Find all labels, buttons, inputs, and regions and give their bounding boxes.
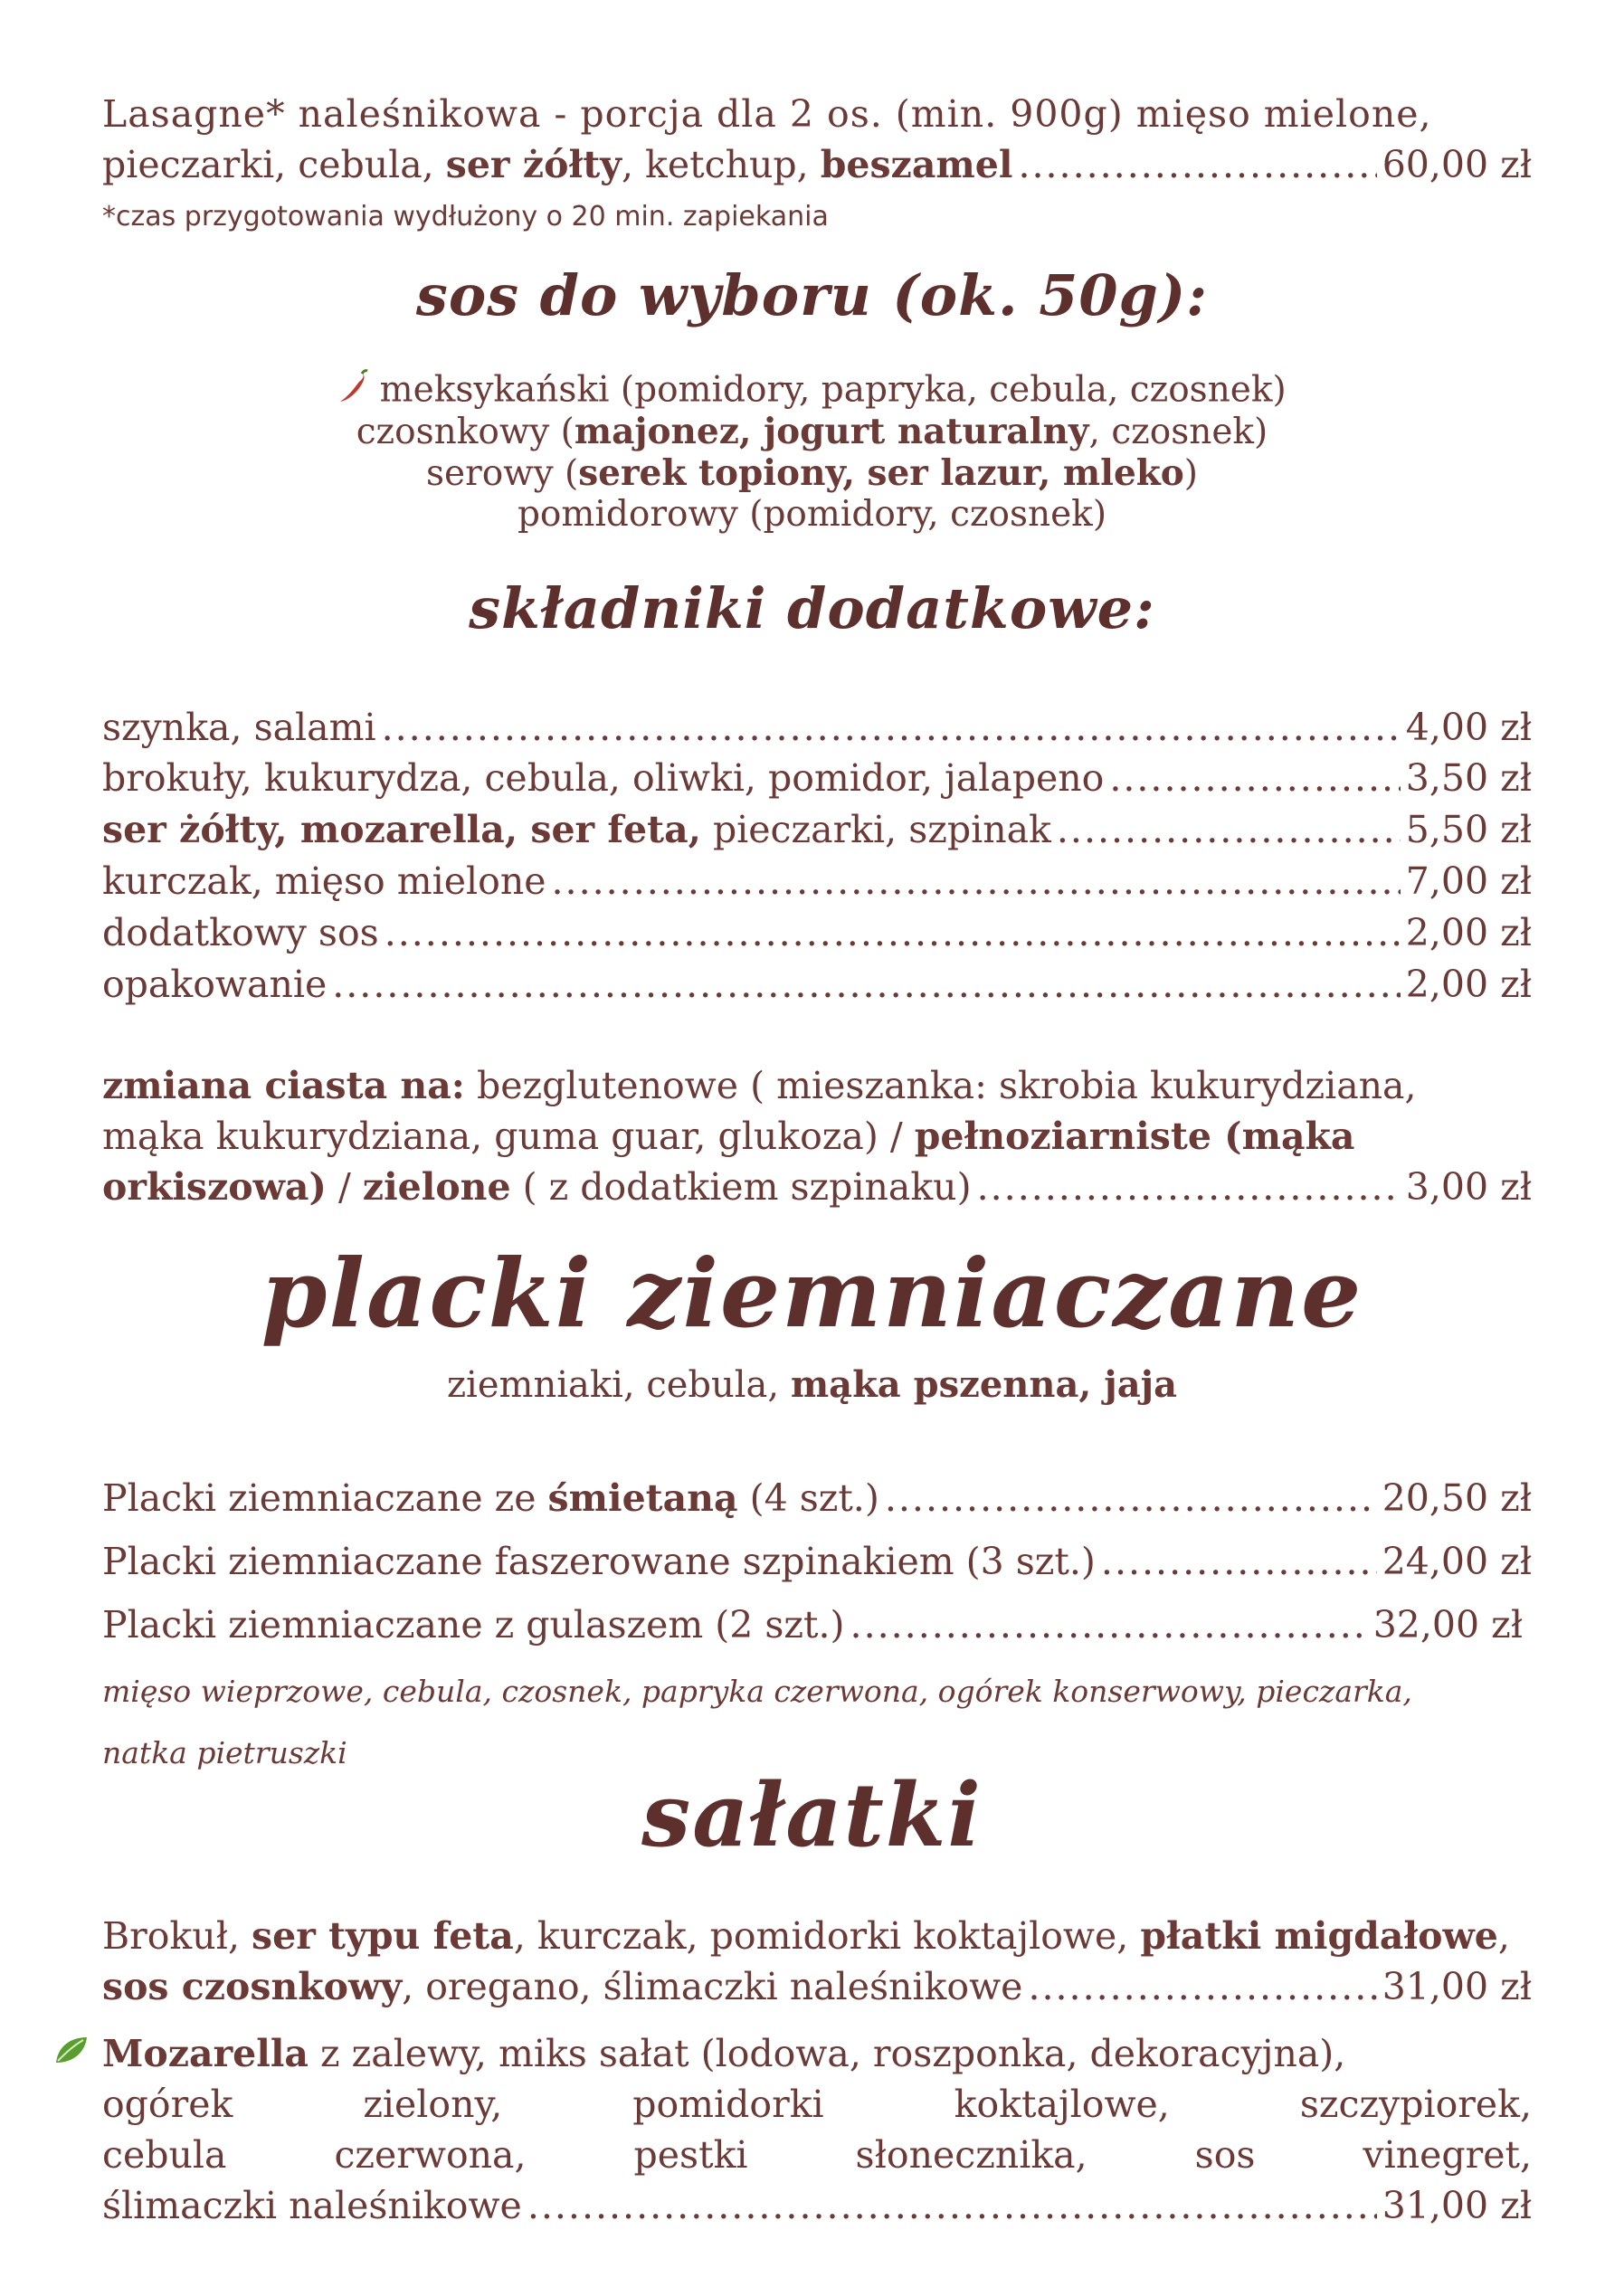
salads-heading: sałatki	[641, 1764, 983, 1866]
dot-leader	[382, 702, 1401, 753]
dot-leader	[1109, 753, 1400, 803]
price: 31,00 zł	[1382, 2184, 1532, 2227]
extra-item: kurczak, mięso mielone ..... 7,00 zł	[102, 856, 1532, 906]
extra-item: opakowanie ..... 2,00 zł	[102, 959, 1532, 1010]
extra-item: brokuły, kukurydza, cebula, oliwki, pomidor, jalapeno ..... 3,50 zł	[102, 753, 1532, 803]
sauce-heading: sos do wyboru (ok. 50g):	[415, 262, 1209, 328]
placki-ingredients: ziemniaki, cebula, mąka pszenna, jaja	[446, 1363, 1177, 1406]
extras-heading: składniki dodatkowe:	[469, 575, 1155, 641]
price: 3,50 zł	[1405, 756, 1532, 800]
dot-leader	[1057, 804, 1401, 855]
dough-price-row: orkiszowa) / zielone ( z dodatkiem szpinaku) ..... 3,00 zł	[102, 1162, 1532, 1212]
placki-item: Placki ziemniaczane z gulaszem (2 szt.) ..... 32,00 zł	[102, 1599, 1523, 1650]
extra-item: dodatkowy sos ..... 2,00 zł	[102, 907, 1532, 958]
extra-item: ser żółty, mozarella, ser feta, pieczarki, szpinak ..... 5,50 zł	[102, 804, 1532, 855]
leaf-icon	[52, 2034, 89, 2070]
lasagne-line-1: Lasagne* naleśnikowa - porcja dla 2 os. (min. 900g) mięso mielone,	[102, 92, 1432, 136]
gulasz-description-1: mięso wieprzowe, cebula, czosnek, papryka czerwona, ogórek konserwowy, pieczarka,	[102, 1674, 1412, 1709]
lasagne-price-row: pieczarki, cebula, ser żółty, ketchup, beszamel ..... 60,00 zł	[102, 139, 1532, 190]
sauce-czosnkowy: czosnkowy (majonez, jogurt naturalny, czosnek)	[356, 411, 1268, 452]
dot-leader	[385, 907, 1401, 958]
price: 5,50 zł	[1405, 808, 1532, 851]
dot-leader	[885, 1473, 1377, 1523]
lasagne-note: *czas przygotowania wydłużony o 20 min. zapiekania	[102, 201, 829, 232]
salad-2-line-3: cebula czerwona, pestki słonecznika, sos vinegret,	[102, 2133, 1532, 2177]
sauce-serowy: serowy (serek topiony, ser lazur, mleko)	[425, 452, 1199, 494]
dot-leader	[1101, 1536, 1377, 1587]
price: 2,00 zł	[1405, 911, 1532, 954]
salad-2-line-2: ogórek zielony, pomidorki koktajlowe, szczypiorek,	[102, 2083, 1532, 2126]
gulasz-description-2: natka pietruszki	[102, 1735, 347, 1770]
dough-line-2: mąka kukurydziana, guma guar, glukoza) / pełnoziarniste (mąka	[102, 1115, 1355, 1158]
extra-item: szynka, salami ..... 4,00 zł	[102, 702, 1532, 753]
chili-pepper-icon	[337, 369, 368, 415]
price: 4,00 zł	[1405, 706, 1532, 749]
placki-item: Placki ziemniaczane ze śmietaną (4 szt.) ..... 20,50 zł	[102, 1473, 1532, 1523]
sauce-pomidorowy: pomidorowy (pomidory, czosnek)	[517, 494, 1107, 535]
salad-2-line-1: Mozarella z zalewy, miks sałat (lodowa, roszponka, dekoracyjna),	[102, 2032, 1346, 2075]
sauce-meksykanski: meksykański (pomidory, papryka, cebula, czosnek)	[0, 369, 1624, 415]
dot-leader	[1018, 139, 1376, 190]
placki-heading: placki ziemniaczane	[261, 1238, 1363, 1349]
price: 60,00 zł	[1382, 143, 1532, 186]
price: 31,00 zł	[1382, 1965, 1532, 2008]
dot-leader	[977, 1162, 1401, 1212]
price: 2,00 zł	[1405, 963, 1532, 1006]
dot-leader	[332, 959, 1401, 1010]
price: 20,50 zł	[1382, 1476, 1532, 1520]
placki-item: Placki ziemniaczane faszerowane szpinakiem (3 szt.) ..... 24,00 zł	[102, 1536, 1532, 1587]
salad-1-price-row: sos czosnkowy, oregano, ślimaczki naleśnikowe ..... 31,00 zł	[102, 1961, 1532, 2012]
price: 7,00 zł	[1405, 859, 1532, 903]
dot-leader	[552, 856, 1401, 906]
dot-leader	[527, 2180, 1377, 2231]
salad-1-line-1: Brokuł, ser typu feta, kurczak, pomidorki koktajlowe, płatki migdałowe,	[102, 1914, 1510, 1958]
dough-line-1: zmiana ciasta na: bezglutenowe ( mieszanka: skrobia kukurydziana,	[102, 1064, 1417, 1107]
dot-leader	[1028, 1961, 1376, 2012]
salad-2-price-row: ślimaczki naleśnikowe ..... 31,00 zł	[102, 2180, 1532, 2231]
price: 32,00 zł	[1372, 1603, 1523, 1646]
price: 3,00 zł	[1405, 1165, 1532, 1209]
price: 24,00 zł	[1382, 1540, 1532, 1583]
dot-leader	[850, 1599, 1368, 1650]
